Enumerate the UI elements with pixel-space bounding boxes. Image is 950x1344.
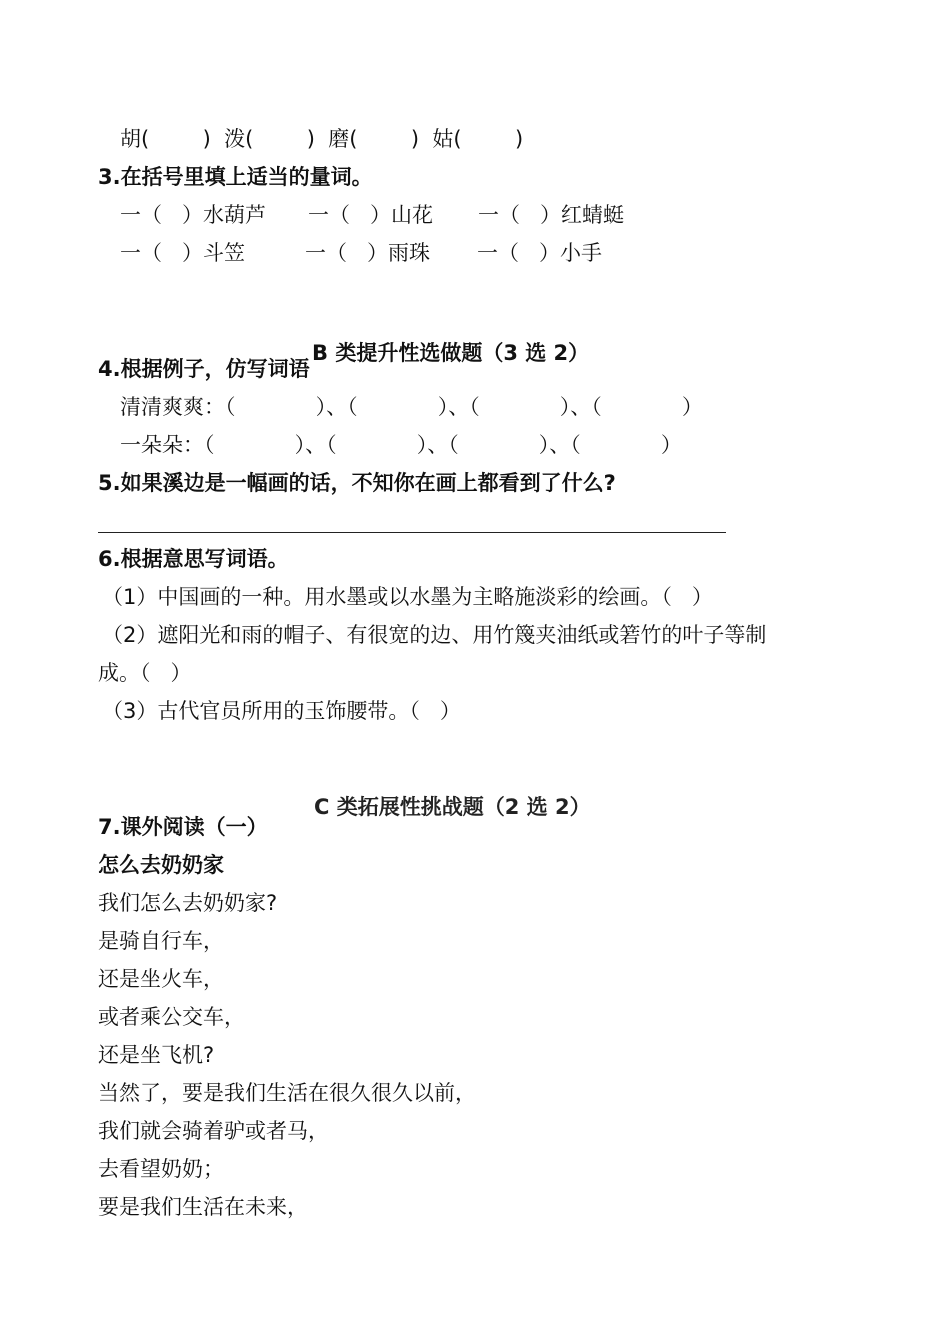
q6-item-2: （2）遮阳光和雨的帽子、有很宽的边、用竹篾夹油纸或箬竹的叶子等制 <box>102 623 767 647</box>
q2-remaining-line: 胡( ) 泼( ) 磨( ) 姑( ) <box>120 127 524 151</box>
section-c-heading-clipped <box>300 795 600 819</box>
poem-line: 我们怎么去奶奶家? <box>98 891 278 915</box>
poem-title: 怎么去奶奶家 <box>98 853 224 877</box>
q3-item: 一（ ）水葫芦 <box>120 203 267 227</box>
poem-line: 是骑自行车， <box>98 929 224 953</box>
q6-item-3: （3）古代官员所用的玉饰腰带。（ ） <box>102 699 461 723</box>
q6-title: 6.根据意思写词语。 <box>98 547 289 571</box>
answer-line <box>98 532 726 533</box>
q3-title: 3.在括号里填上适当的量词。 <box>98 165 373 189</box>
q3-item: 一（ ）山花 <box>308 203 434 227</box>
poem-line: 还是坐火车， <box>98 967 224 991</box>
q5-title: 5.如果溪边是一幅画的话，不知你在画上都看到了什么? <box>98 471 616 495</box>
section-b-heading: B 类提升性选做题（3 选 2） <box>312 341 590 365</box>
poem-line: 当然了，要是我们生活在很久很久以前， <box>98 1081 476 1105</box>
q3-item: 一（ ）雨珠 <box>305 241 431 265</box>
poem-line: 要是我们生活在未来， <box>98 1195 308 1219</box>
q6-item-2-cont: 成。（ ） <box>98 661 192 685</box>
q3-item: 一（ ）斗笠 <box>120 241 246 265</box>
q4-line-2: 一朵朵：（ ）、（ ）、（ ）、（ ） <box>120 433 682 457</box>
poem-line: 还是坐飞机? <box>98 1043 215 1067</box>
q6-item-1: （1）中国画的一种。用水墨或以水墨为主略施淡彩的绘画。（ ） <box>102 585 713 609</box>
poem-line: 去看望奶奶； <box>98 1157 224 1181</box>
q4-title: 4.根据例子，仿写词语 <box>98 357 310 381</box>
q7-title: 7.课外阅读（一） <box>98 815 268 839</box>
poem-line: 或者乘公交车， <box>98 1005 245 1029</box>
q3-item: 一（ ）小手 <box>477 241 603 265</box>
poem-line: 我们就会骑着驴或者马， <box>98 1119 329 1143</box>
section-c-heading: C 类拓展性挑战题（2 选 2） <box>314 795 591 819</box>
q4-line-1: 清清爽爽：（ ）、（ ）、（ ）、（ ） <box>120 395 703 419</box>
q3-item: 一（ ）红蜻蜓 <box>478 203 625 227</box>
